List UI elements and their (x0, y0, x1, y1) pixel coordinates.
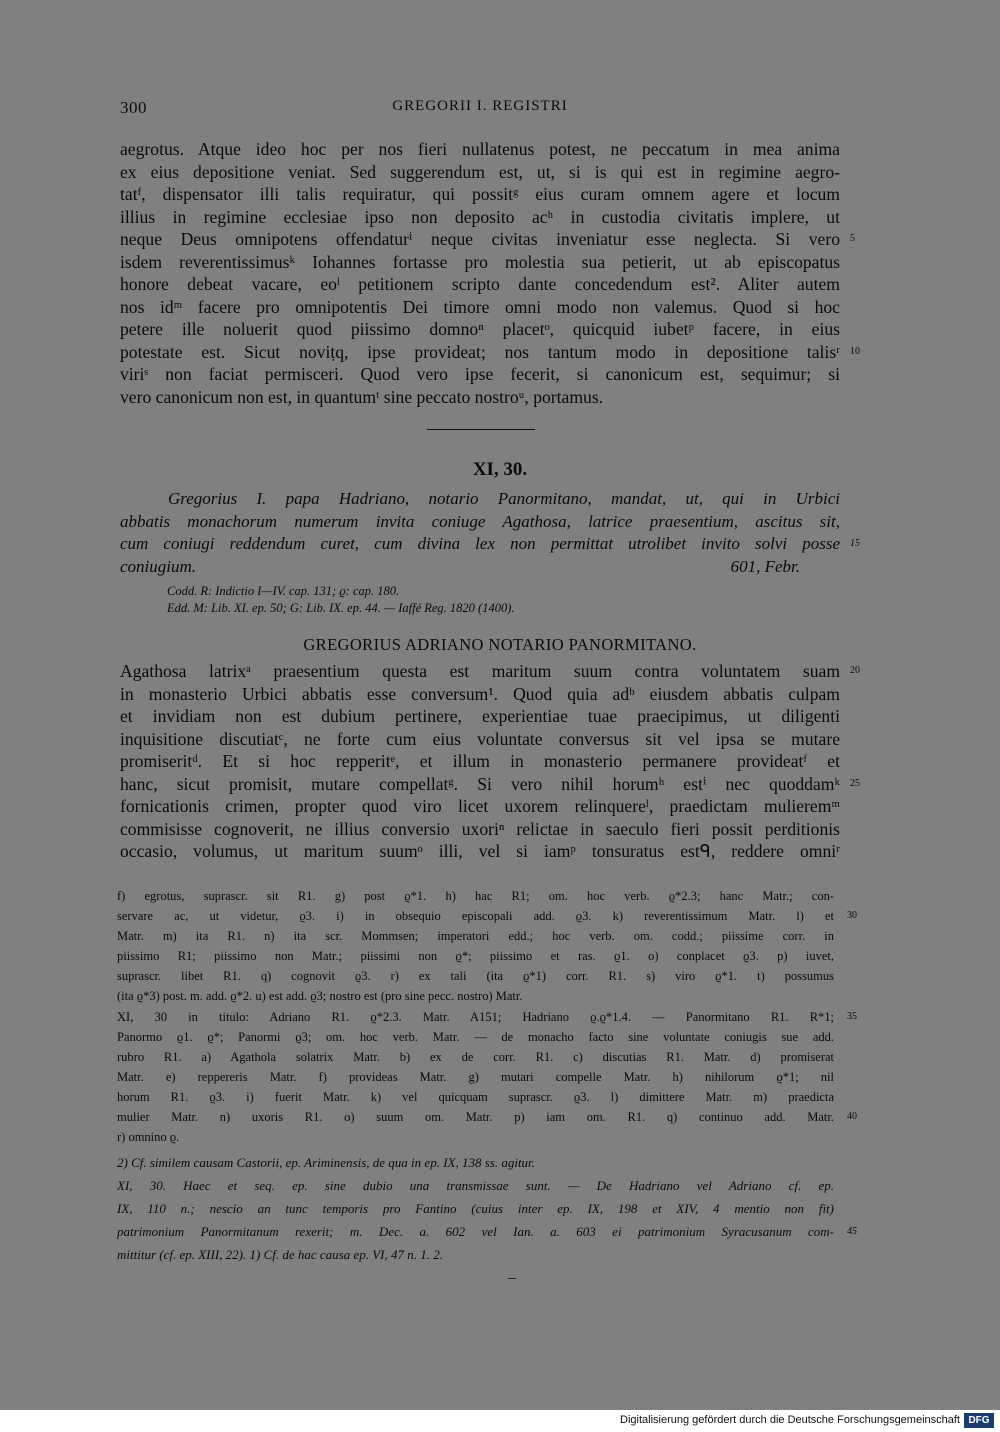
line-number: 15 (850, 538, 860, 549)
editions-line: Edd. M: Lib. XI. ep. 50; G: Lib. IX. ep. 44. — Iaffé Reg. 1820 (1400). (167, 601, 515, 615)
line-text: Agathosa latrixᵃ praesentium questa est maritum suum contra voluntatem suam (120, 661, 840, 681)
text-line (120, 705, 840, 728)
text-line (120, 206, 840, 229)
text-line (120, 138, 840, 161)
line-number: 25 (850, 777, 860, 789)
line-text: (ita ϱ*3) post. m. add. ϱ*2. u) est add. ϱ3; nostro est (pro sine pecc. nostro) Matr. (117, 989, 523, 1003)
text-line (120, 386, 840, 409)
address-heading: GREGORIUS ADRIANO NOTARIO PANORMITANO. (303, 635, 697, 654)
text-line (120, 795, 840, 818)
text-line (120, 750, 840, 773)
text-line (120, 183, 840, 206)
text-line (117, 1197, 834, 1220)
letter-continuation (120, 138, 860, 408)
footer-bar (0, 1410, 1000, 1432)
text-line (117, 1107, 857, 1127)
text-line (117, 1067, 834, 1087)
line-text: viriˢ non faciat permisceri. Quod vero ipse fecerit, si canonicum est, sequimur; si (120, 364, 840, 384)
line-text: IX, 110 n.; nescio an tunc temporis pro Fantino (cuius inter ep. IX, 198 et XIV, 4 mentio non fit) (117, 1201, 834, 1216)
text-line (117, 1220, 857, 1243)
line-text: Gregorius I. papa Hadriano, notario Panormitano, mandat, ut, qui in Urbici (168, 489, 840, 508)
line-text: honore debeat vacare, eoˡ petitionem scripto dante concedendum est². Aliter autem (120, 274, 840, 294)
text-line (117, 1127, 834, 1147)
line-text: rubro R1. a) Agathola solatrix Matr. b) ex de corr. R1. c) discutias R1. Matr. d) promiserat (117, 1050, 834, 1064)
text-line (117, 1047, 834, 1067)
dfg-logo: DFG (964, 1413, 994, 1428)
line-text: isdem reverentissimusᵏ Iohannes fortasse pro molestia sua petierit, ut ab episcopatus (120, 251, 840, 272)
text-line (117, 926, 834, 946)
sigla (167, 583, 515, 617)
text-line (120, 251, 840, 274)
line-text: f) egrotus, suprascr. sit R1. g) post ϱ*1. h) hac R1; om. hoc verb. ϱ*2.3; hanc Matr.; con- (117, 889, 834, 903)
codices-line: Codd. R: Indictio I—IV. cap. 131; ϱ: cap. 180. (167, 584, 400, 598)
line-text: coniugium. (120, 556, 197, 576)
line-number: 45 (847, 1226, 857, 1237)
line-text: aegrotus. Atque ideo hoc per nos fieri nullatenus potest, ne peccatum in mea anima (120, 139, 840, 159)
line-text: tatᶠ, dispensator illi talis requiratur, qui possitᵍ eius curam omnem agere et locum (120, 184, 840, 204)
line-number: 30 (847, 910, 857, 921)
text-line (120, 318, 840, 341)
line-text: horum R1. ϱ3. i) fuerit Matr. k) vel quicquam suprascr. ϱ3. l) dimittere Matr. m) praedicta (117, 1090, 834, 1104)
line-text: patrimonium Panormitanum rexerit; m. Dec. a. 602 vel Ian. a. 603 ei patrimonium Syracusanum com- (117, 1224, 834, 1239)
document-number: XI, 30. (472, 459, 528, 480)
line-text: 2) Cf. similem causam Castorii, ep. Ariminensis, de qua in ep. IX, 138 ss. agitur. (117, 1155, 535, 1170)
line-text: servare ac, ut videtur, ϱ3. i) in obsequio episcopali add. ϱ3. k) reverentissimum Matr. l) et (117, 909, 834, 923)
line-text: abbatis monachorum numerum invita coniuge Agathosa, latrice praesentium, ascitus sit, (120, 511, 840, 531)
line-text: suprascr. libet R1. q) cognovit ϱ3. r) ex tali (ita ϱ*1) corr. R1. s) viro ϱ*1. t) possumus (117, 969, 834, 983)
end-mark (508, 1278, 516, 1279)
text-line (120, 660, 860, 683)
running-header (120, 98, 840, 122)
text-line (120, 488, 840, 511)
text-line (120, 728, 840, 751)
line-text: potestate est. Sicut noviṭq, ipse provideat; nos tantum modo in depositione talisʳ (120, 341, 840, 362)
line-text: mulier Matr. n) uxoris R1. o) suum om. Matr. p) iam om. R1. q) continuo add. Matr. (117, 1110, 834, 1124)
historical-notes (117, 1151, 857, 1266)
regest-date: 601, Febr. (730, 556, 800, 576)
line-text: petere ille noluerit quod piissimo domnoⁿ placetᵒ, quicquid iubetᵖ facere, in eius (120, 319, 840, 339)
line-text: cum coniugi reddendum curet, cum divina lex non permittat utrolibet invito solvi posse (120, 534, 840, 553)
line-text: fornicationis crimen, propter quod viro licet uxorem relinquereˡ, praedictam mulieremᵐ (120, 796, 840, 816)
line-number: 40 (847, 1111, 857, 1122)
text-line (117, 966, 834, 986)
text-line (120, 533, 860, 556)
line-text: occasio, volumus, ut maritum suumᵒ illi, vel si iamᵖ tonsuratus estᑫ, reddere omniʳ (120, 841, 840, 861)
line-text: hanc, sicut promisit, mutare compellatᵍ. Si vero nihil horumʰ estⁱ nec quoddamᵏ (120, 773, 840, 794)
text-line (120, 228, 855, 251)
text-line (117, 986, 834, 1006)
text-line (120, 341, 860, 364)
regest (120, 488, 860, 578)
line-number: 20 (850, 665, 860, 676)
text-line (117, 1151, 834, 1174)
line-text: XI, 30 in titulo: Adriano R1. ϱ*2.3. Matr. A151; Hadriano ϱ.ϱ*1.4. — Panormitano R1. R*1; (117, 1010, 834, 1024)
text-line (117, 1087, 834, 1107)
line-text: illius in regimine ecclesiae ipso non deposito acʰ in custodia civitatis implere, ut (120, 206, 840, 227)
letter-body (120, 660, 860, 863)
text-line (117, 1174, 834, 1197)
line-text: ex eius depositione veniat. Sed suggerendum est, ut, si is qui est in regimine aegro- (120, 161, 840, 182)
line-text: Panormo ϱ1. ϱ*; Panormi ϱ3; om. hoc verb. Matr. — de monacho facto sine voluntate coniugis sue add. (117, 1030, 834, 1044)
text-line (120, 273, 840, 296)
text-line (117, 886, 834, 906)
text-line (120, 773, 860, 796)
text-line (120, 296, 840, 319)
line-number: 5 (850, 233, 855, 244)
line-text: XI, 30. Haec et seq. ep. sine dubio una transmissae sunt. — De Hadriano vel Adriano cf. ep. (117, 1178, 834, 1193)
line-text: commisisse cognoverit, ne illius conversio uxoriⁿ relictae in saeculo fieri possit perditionis (120, 818, 840, 839)
running-title: GREGORII I. REGISTRI (392, 98, 568, 114)
line-text: et invidiam non est dubium pertinere, experientiae tuae praecipimus, ut diligenti (120, 706, 840, 726)
line-text: r) omnino ϱ. (117, 1130, 180, 1144)
text-line (120, 363, 840, 386)
line-number: 10 (850, 345, 860, 357)
apparatus-footnotes-title (117, 1007, 857, 1147)
line-text: vero canonicum non est, in quantumᵗ sine peccato nostroᵘ, portamus. (120, 386, 604, 407)
page-number: 300 (120, 98, 147, 117)
text-line (117, 1027, 834, 1047)
text-line (120, 511, 840, 534)
line-number: 35 (847, 1011, 857, 1022)
text-line (120, 556, 840, 579)
section-divider (427, 429, 535, 430)
text-line (120, 818, 840, 841)
text-line (120, 840, 840, 863)
text-line (117, 946, 834, 966)
line-text: Matr. e) reppereris Matr. f) provideas Matr. g) mutari compelle Matr. h) nihilorum ϱ*1; nil (117, 1070, 834, 1084)
line-text: nos idᵐ facere pro omnipotentis Dei timore omni modo non valemus. Quod si hoc (120, 296, 840, 317)
line-text: mittitur (cf. ep. XIII, 22). 1) Cf. de hac causa ep. VI, 47 n. 1. 2. (117, 1247, 444, 1262)
line-text: promiseritᵈ. Et si hoc repperitᵉ, et illum in monasterio permanere provideatᶠ et (120, 751, 840, 771)
text-line (117, 1243, 834, 1266)
line-text: piissimo R1; piissimo non Matr.; piissimi non ϱ*; piissimo et ras. ϱ1. o) conplacet ϱ3. p) iuvet, (117, 949, 834, 963)
apparatus-footnotes (117, 886, 857, 1006)
text-line (117, 1007, 857, 1027)
line-text: neque Deus omnipotens offendaturⁱ neque civitas inveniatur esse neglecta. Si vero (120, 229, 840, 249)
footer-credit: Digitalisierung gefördert durch die Deutsche Forschungsgemeinschaft (620, 1414, 960, 1426)
text-line (117, 906, 857, 926)
line-text: in monasterio Urbici abbatis esse conversum¹. Quod quia adᵇ eiusdem abbatis culpam (120, 683, 840, 704)
line-text: inquisitione discutiatᶜ, ne forte cum eius voluntate conversus sit vel ipsa se mutare (120, 728, 840, 749)
text-line (120, 161, 840, 184)
text-line (120, 683, 840, 706)
line-text: Matr. m) ita R1. n) ita scr. Mommsen; imperatori edd.; hoc verb. om. codd.; piissime corr. in (117, 929, 834, 943)
